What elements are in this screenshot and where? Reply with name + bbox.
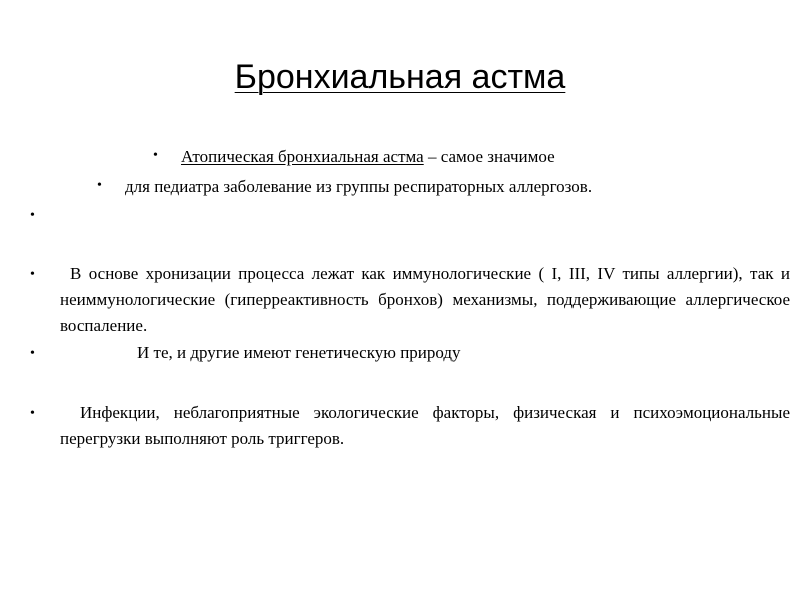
bullet-4: • — [30, 267, 35, 282]
bullet-5: • — [30, 346, 35, 361]
list-item-6-text: Инфекции, неблагоприятные экологические факторы, физическая и психоэмоциональные перегрузки выполняют роль триггеров. — [60, 403, 790, 448]
list-item-1-rest: – самое значимое — [423, 147, 555, 166]
bullet-3: • — [30, 208, 35, 223]
list-item-1 — [181, 146, 555, 168]
list-item-4 — [60, 261, 790, 339]
bullet-2: • — [97, 178, 102, 193]
list-item-2: для педиатра заболевание из группы респираторных аллергозов. — [125, 177, 593, 196]
bullet-1: • — [153, 148, 158, 163]
list-item-5: И те, и другие имеют генетическую природу — [137, 343, 461, 362]
list-item-4-text: В основе хронизации процесса лежат как иммунологические ( I, III, IV типы аллергии), так и неиммунологические (гиперреактивность бронхов) механизмы, поддерживающие аллергическое воспаление. — [60, 264, 790, 335]
list-item-1-underlined: Атопическая бронхиальная астма — [181, 147, 424, 166]
slide-title: Бронхиальная астма — [234, 58, 566, 96]
list-item-6 — [60, 400, 790, 452]
bullet-6: • — [30, 406, 35, 421]
